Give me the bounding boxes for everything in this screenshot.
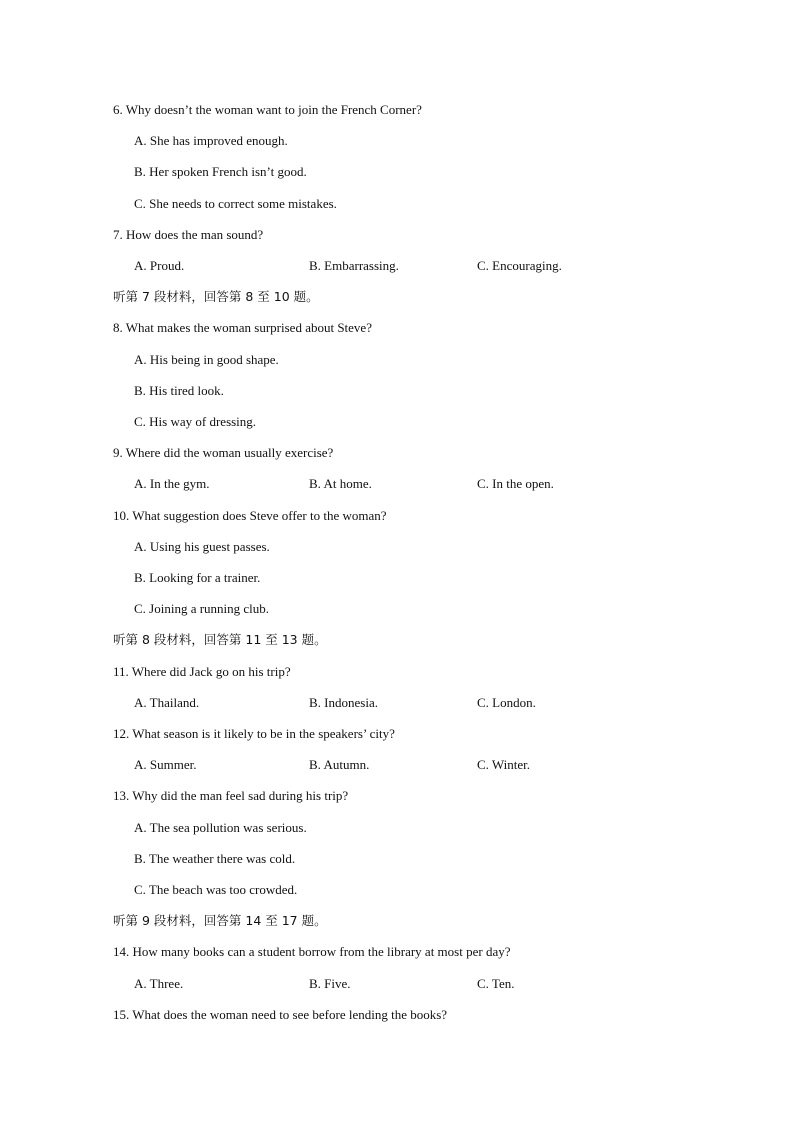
section-heading-8: 听第 8 段材料，回答第 11 至 13 题。 [113, 632, 327, 647]
q9-option-c: C. In the open. [477, 476, 554, 491]
q14-option-a: A. Three. [134, 976, 184, 991]
question-13: 13. Why did the man feel sad during his trip? [113, 788, 349, 803]
section-heading-7: 听第 7 段材料，回答第 8 至 10 题。 [113, 289, 319, 304]
q6-option-b: B. Her spoken French isn’t good. [134, 164, 307, 179]
question-14: 14. How many books can a student borrow from the library at most per day? [113, 944, 511, 959]
q9-option-b: B. At home. [309, 476, 372, 491]
q8-option-c: C. His way of dressing. [134, 414, 257, 429]
q10-option-a: A. Using his guest passes. [134, 539, 270, 554]
q9-option-a: A. In the gym. [134, 476, 210, 491]
question-8: 8. What makes the woman surprised about Steve? [113, 320, 372, 335]
q7-option-c: C. Encouraging. [477, 258, 562, 273]
q8-option-b: B. His tired look. [134, 383, 224, 398]
q7-option-a: A. Proud. [134, 258, 185, 273]
q12-option-c: C. Winter. [477, 757, 531, 772]
q11-option-a: A. Thailand. [134, 695, 200, 710]
question-11: 11. Where did Jack go on his trip? [113, 664, 291, 679]
q12-option-b: B. Autumn. [309, 757, 370, 772]
q10-option-b: B. Looking for a trainer. [134, 570, 261, 585]
q6-option-c: C. She needs to correct some mistakes. [134, 196, 337, 211]
q13-option-c: C. The beach was too crowded. [134, 882, 298, 897]
question-7: 7. How does the man sound? [113, 227, 264, 242]
question-15: 15. What does the woman need to see before lending the books? [113, 1007, 448, 1022]
q8-option-a: A. His being in good shape. [134, 352, 279, 367]
q12-option-a: A. Summer. [134, 757, 197, 772]
question-6: 6. Why doesn’t the woman want to join the French Corner? [113, 102, 422, 117]
q14-option-c: C. Ten. [477, 976, 515, 991]
q6-option-a: A. She has improved enough. [134, 133, 288, 148]
question-9: 9. Where did the woman usually exercise? [113, 445, 334, 460]
question-10: 10. What suggestion does Steve offer to the woman? [113, 508, 387, 523]
q13-option-b: B. The weather there was cold. [134, 851, 296, 866]
question-12: 12. What season is it likely to be in the speakers’ city? [113, 726, 395, 741]
q14-option-b: B. Five. [309, 976, 351, 991]
q10-option-c: C. Joining a running club. [134, 601, 270, 616]
section-heading-9: 听第 9 段材料，回答第 14 至 17 题。 [113, 913, 327, 928]
q11-option-b: B. Indonesia. [309, 695, 378, 710]
q7-option-b: B. Embarrassing. [309, 258, 399, 273]
q11-option-c: C. London. [477, 695, 536, 710]
q13-option-a: A. The sea pollution was serious. [134, 820, 307, 835]
